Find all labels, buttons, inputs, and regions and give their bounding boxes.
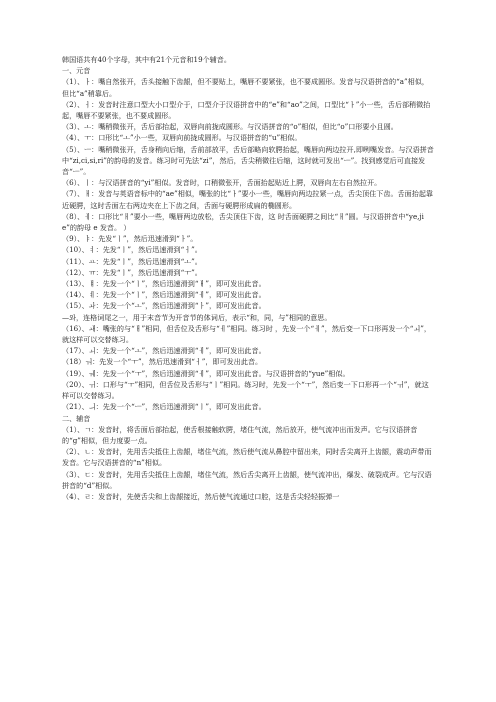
vowel-item: （7）、ㅐ：发音与英语音标中的“ae”相似，嘴张的比“ㅏ”要小一些，嘴唇向两边拉紧一点，舌尖顶住下齿。舌面抬起靠近硬腭，这时舌面左右两边夹在上下齿之间，舌面与硬腭形成扁的椭圆形。	[62, 189, 434, 210]
vowel-item: （10）、ㅕ：先发“ㅣ”，然后迅速滑到“ㅓ”。	[62, 245, 202, 255]
vowel-item: （5）、ㅡ：嘴稍微张开，舌身稍向后缩，舌前部放平，舌后部略向软腭抬起，嘴唇向两边拉开,即咧嘴发音。与汉语拼音中“zi,ci,si,ri”的韵母的发音。练习时可先法“zi”，然后，舌尖稍微往后缩，这时就可发出“ㅡ”。找到感觉后可直接发音“ㅡ”。	[62, 144, 434, 177]
consonant-item: （3）、ㄷ：发音时，先用舌尖抵住上齿龈，堵住气流，然后舌尖离开上齿龈，使气流冲出，爆发、破裂成声。它与汉语拼音的“d”相似。	[62, 469, 432, 490]
vowel-item: （15）、ㅘ：先发一个“ㅗ”，然后迅速滑到“ㅏ”，即可发出此音。	[62, 301, 266, 311]
vowel-item: （13）、ㅒ：先发一个“ㅣ”，然后迅速滑到“ㅐ”，即可发出此音。	[62, 279, 266, 289]
vowel-item: （16）、ㅙ：嘴张的与“ㅐ”相同，但舌位及舌形与“ㅔ”相同。练习时 ，先发一个“ㅔ”，然后变一下口形再发一个“ㅚ”，就这样可以交替练习。	[62, 323, 431, 345]
vowel-note: —와，连格词尾之一，用于末音节为开音节的体词后，表示“和，同，与”相同的意思。	[62, 312, 332, 322]
vowel-list	[62, 76, 434, 412]
vowel-item: （17）、ㅚ：先发一个“ㅗ”，然后迅速滑到“ㅔ”，即可发出此音。	[62, 346, 266, 356]
vowel-item: （21）、ㅢ：先发一个“ㅡ”，然后迅速滑到“ㅣ”，即可发出此音。	[62, 402, 266, 412]
vowel-item: （4）、ㅜ：口形比“ㅗ”小一些，双唇向前拢成圆形。与汉语拼音的“u”相似。	[62, 133, 302, 143]
document-page	[62, 54, 434, 502]
consonant-item: （4）、ㄹ：发音时，先使舌尖和上齿龈接近，然后使气流通过口腔，这是舌尖轻轻振弹一	[62, 491, 340, 501]
vowel-item: （3）、ㅗ：嘴稍微张开，舌后部抬起，双唇向前拢成圆形。与汉语拼音的“o”相似，但比“o”口形要小且圆。	[62, 122, 398, 132]
vowel-item: （11）、ㅛ：先发“ㅣ”，然后迅速滑到“ㅗ”。	[62, 256, 202, 266]
consonant-item: （1）、ㄱ：发音时，将舌面后部抬起，使舌根接触软腭，堵住气流，然后放开，使气流冲出而发声。它与汉语拼音的“g”相似，但力度要一点。	[62, 424, 418, 445]
intro-paragraph: 韩国语共有40个字母，其中有21个元音和19个辅音。	[62, 55, 231, 64]
section-title-vowels: 一、元音	[62, 66, 91, 76]
vowel-item: （19）、ㅞ：先发一个“ㅜ”，然后迅速滑到“ㅔ”，即可发出此音。与汉语拼音的“yue”相似。	[62, 368, 350, 378]
section-title-consonants: 二、辅音	[62, 413, 91, 423]
vowel-item: （18）ㅝ：先发一个“ㅜ”，然后迅速滑到“ㅓ”，即可发出此音。	[62, 357, 263, 367]
vowel-item: （6）、ㅣ：与汉语拼音的“yi”相似。发音时，口稍微张开，舌面抬起贴近上腭，双唇向左右自然拉开。	[62, 178, 382, 188]
vowel-item: （12）、ㅠ：先发“ㅣ”，然后迅速滑到“ㅜ”。	[62, 267, 202, 277]
vowel-item: （8）、ㅔ：口形比“ㅐ”要小一些，嘴唇两边放松，舌尖顶住下齿，这 时舌面硬腭之间比“ㅐ”圆。与汉语拼音中“ye,jie”的韵母 e 发音。 ）	[62, 211, 424, 233]
vowel-item: （14）、ㅖ：先发一个“ㅣ”，然后迅速滑到“ㅔ”，即可发出此音。	[62, 290, 266, 300]
vowel-item: （1）、ㅏ：嘴自然张开，舌头接触下齿龈，但不要贴上，嘴唇不要紧张，也不要成圆形。发音与汉语拼音的“a”相似，但比“a”稍靠后。	[62, 77, 429, 98]
vowel-item: （20）、ㅟ：口形与“ㅜ”相同，但舌位及舌形与“ㅣ”相同。练习时，先发一个“ㅜ”，然后变一下口形再一个“ㅟ”，就这样可以交替练习。	[62, 379, 429, 401]
consonant-item: （2）、ㄴ：发音时，先用舌尖抵住上齿龈，堵住气流，然后使气流从鼻腔中留出来，同时舌尖离开上齿龈，震动声带而发音。它与汉语拼音的“n”相似。	[62, 447, 432, 468]
vowel-item: （2）、ㅓ：发音时注意口型大小口型介于，口型介于汉语拼音中的“e”和“ao”之间，口型比“ㅏ”小一些，舌后部稍微抬起，嘴唇不要紧张，也不要成圆形。	[62, 99, 431, 121]
consonant-list	[62, 424, 434, 502]
vowel-item: （9）、ㅑ：先发“ㅣ”，然后迅速滑到“ㅏ”。	[62, 234, 198, 244]
